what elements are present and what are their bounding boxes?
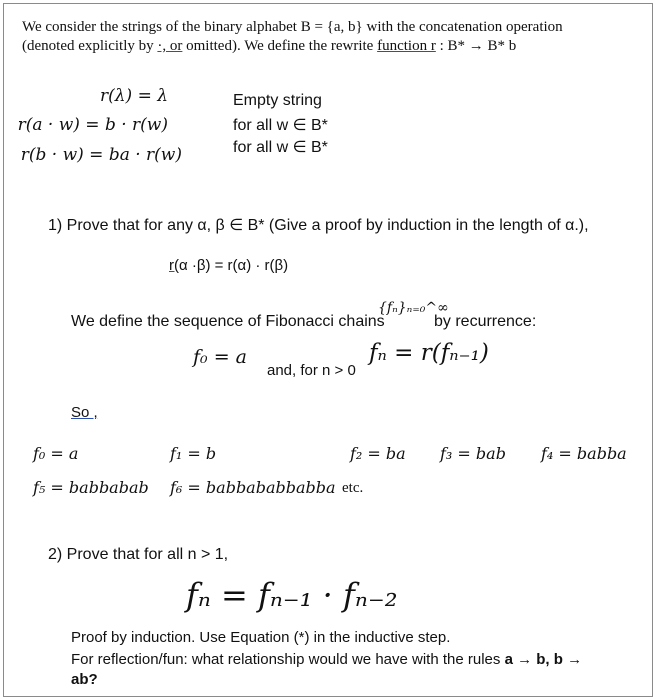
fibonacci-condition: and, for n > 0 — [267, 362, 356, 379]
fibonacci-recursive-case: fₙ = r(fₙ₋₁) — [369, 340, 489, 366]
sequence-f5: f₅ = babbabab — [33, 478, 149, 497]
so-label: So , — [71, 404, 98, 421]
intro-link-operator: ·, or — [157, 38, 183, 54]
fibonacci-recurrence-label: by recurrence: — [434, 313, 537, 330]
fibonacci-sequence-notation: {fₙ}ₙ₌₀^∞ — [378, 300, 449, 316]
question-1-equation — [169, 257, 288, 274]
reflection-prompt — [71, 651, 582, 668]
reflection-rules: a → b, b → — [504, 651, 583, 668]
intro-line-2-start: (denoted explicitly by — [22, 38, 158, 54]
proof-hint: Proof by induction. Use Equation (*) in the inductive step. — [71, 629, 451, 646]
rule-formula-empty: r(λ) = λ — [100, 86, 168, 106]
question-1: 1) Prove that for any α, β ∈ B* (Give a proof by induction in the length of α.), — [48, 217, 589, 234]
sequence-f1: f₁ = b — [170, 444, 217, 463]
intro-line-2-end: : B* → B* b — [435, 38, 517, 54]
fibonacci-base-case: f₀ = a — [193, 346, 247, 368]
intro-line-2 — [22, 38, 516, 55]
reflection-rules-end: ab? — [71, 671, 98, 688]
sequence-etc: etc. — [342, 480, 364, 496]
fibonacci-intro: We define the sequence of Fibonacci chains — [71, 313, 385, 330]
intro-line-1: We consider the strings of the binary alphabet B = {a, b} with the concatenation operation — [22, 19, 563, 35]
question-2: 2) Prove that for all n > 1, — [48, 546, 229, 563]
question-1-equation-lead: r( — [169, 257, 179, 274]
reflection-text: For reflection/fun: what relationship would we have with the rules — [71, 651, 505, 668]
sequence-f4: f₄ = babba — [541, 444, 627, 463]
intro-link-function: function r — [377, 38, 436, 54]
sequence-f6: f₆ = babbababbabba — [170, 478, 336, 497]
sequence-f0: f₀ = a — [33, 444, 79, 463]
rule-formula-b: r(b · w) = ba · r(w) — [20, 145, 182, 165]
intro-line-2-middle: omitted). We define the rewrite — [182, 38, 378, 54]
rule-formula-a: r(a · w) = b · r(w) — [17, 115, 168, 135]
sequence-f3: f₃ = bab — [440, 444, 506, 463]
rule-desc-empty: Empty string — [233, 92, 322, 109]
rule-desc-b: for all w ∈ B* — [233, 139, 328, 156]
sequence-f2: f₂ = ba — [350, 444, 406, 463]
question-2-equation: fₙ = fₙ₋₁ · fₙ₋₂ — [186, 576, 398, 614]
question-1-equation-rest: α ·β) = r(α) · r(β) — [179, 257, 289, 274]
rule-desc-a: for all w ∈ B* — [233, 117, 328, 134]
